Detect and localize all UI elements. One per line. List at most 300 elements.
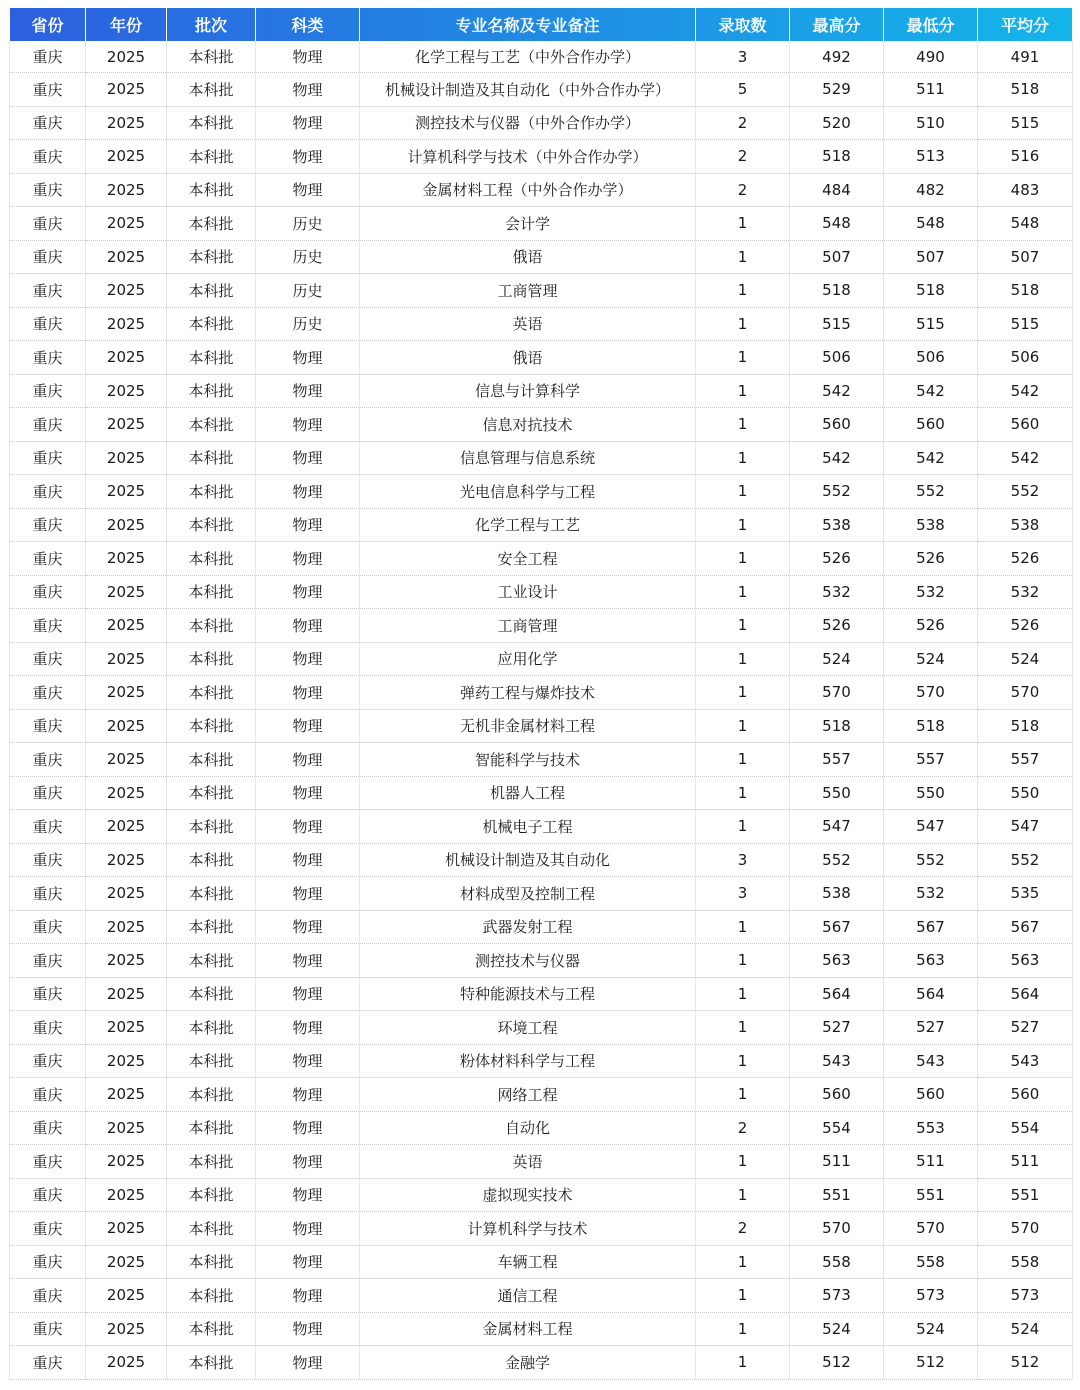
cell-admitted-count: 1 bbox=[696, 776, 790, 810]
table-row bbox=[10, 944, 1073, 978]
table-row bbox=[10, 1346, 1073, 1380]
cell-highest-score: 573 bbox=[790, 1279, 884, 1313]
cell-major-name: 金属材料工程 bbox=[360, 1312, 696, 1346]
cell-batch: 本科批 bbox=[167, 676, 256, 710]
cell-year: 2025 bbox=[86, 1145, 167, 1179]
table-row bbox=[10, 1011, 1073, 1045]
column-header-lowest-score: 最低分 bbox=[884, 8, 978, 41]
cell-batch: 本科批 bbox=[167, 977, 256, 1011]
cell-subject-category: 物理 bbox=[256, 1145, 360, 1179]
cell-average-score: 551 bbox=[978, 1178, 1073, 1212]
cell-batch: 本科批 bbox=[167, 1312, 256, 1346]
table-row bbox=[10, 1044, 1073, 1078]
cell-year: 2025 bbox=[86, 274, 167, 308]
cell-province: 重庆 bbox=[10, 1178, 86, 1212]
cell-subject-category: 物理 bbox=[256, 709, 360, 743]
table-row bbox=[10, 542, 1073, 576]
cell-province: 重庆 bbox=[10, 1111, 86, 1145]
column-header-year: 年份 bbox=[86, 8, 167, 41]
cell-batch: 本科批 bbox=[167, 240, 256, 274]
cell-batch: 本科批 bbox=[167, 1044, 256, 1078]
cell-lowest-score: 506 bbox=[884, 341, 978, 375]
cell-year: 2025 bbox=[86, 642, 167, 676]
cell-major-name: 材料成型及控制工程 bbox=[360, 877, 696, 911]
cell-subject-category: 物理 bbox=[256, 106, 360, 140]
cell-lowest-score: 563 bbox=[884, 944, 978, 978]
table-row bbox=[10, 609, 1073, 643]
cell-province: 重庆 bbox=[10, 240, 86, 274]
cell-year: 2025 bbox=[86, 1011, 167, 1045]
cell-province: 重庆 bbox=[10, 1145, 86, 1179]
cell-year: 2025 bbox=[86, 41, 167, 73]
cell-highest-score: 518 bbox=[790, 274, 884, 308]
cell-admitted-count: 1 bbox=[696, 274, 790, 308]
cell-batch: 本科批 bbox=[167, 944, 256, 978]
cell-batch: 本科批 bbox=[167, 1212, 256, 1246]
cell-major-name: 环境工程 bbox=[360, 1011, 696, 1045]
cell-admitted-count: 2 bbox=[696, 1111, 790, 1145]
cell-major-name: 化学工程与工艺（中外合作办学） bbox=[360, 41, 696, 73]
cell-subject-category: 物理 bbox=[256, 877, 360, 911]
cell-year: 2025 bbox=[86, 743, 167, 777]
column-header-admitted-count: 录取数 bbox=[696, 8, 790, 41]
cell-batch: 本科批 bbox=[167, 1346, 256, 1380]
cell-subject-category: 物理 bbox=[256, 1245, 360, 1279]
table-row bbox=[10, 173, 1073, 207]
cell-admitted-count: 1 bbox=[696, 944, 790, 978]
cell-year: 2025 bbox=[86, 1212, 167, 1246]
cell-province: 重庆 bbox=[10, 542, 86, 576]
table-row bbox=[10, 475, 1073, 509]
cell-lowest-score: 560 bbox=[884, 1078, 978, 1112]
table-header-row bbox=[10, 8, 1073, 41]
cell-admitted-count: 2 bbox=[696, 140, 790, 174]
cell-lowest-score: 513 bbox=[884, 140, 978, 174]
cell-batch: 本科批 bbox=[167, 1078, 256, 1112]
cell-lowest-score: 550 bbox=[884, 776, 978, 810]
cell-highest-score: 538 bbox=[790, 877, 884, 911]
table-row bbox=[10, 41, 1073, 73]
cell-subject-category: 物理 bbox=[256, 743, 360, 777]
cell-admitted-count: 1 bbox=[696, 810, 790, 844]
table-row bbox=[10, 743, 1073, 777]
cell-highest-score: 484 bbox=[790, 173, 884, 207]
cell-major-name: 英语 bbox=[360, 307, 696, 341]
cell-admitted-count: 1 bbox=[696, 207, 790, 241]
cell-subject-category: 物理 bbox=[256, 374, 360, 408]
cell-province: 重庆 bbox=[10, 843, 86, 877]
cell-admitted-count: 1 bbox=[696, 341, 790, 375]
cell-province: 重庆 bbox=[10, 508, 86, 542]
table-row bbox=[10, 843, 1073, 877]
cell-subject-category: 物理 bbox=[256, 441, 360, 475]
cell-highest-score: 506 bbox=[790, 341, 884, 375]
cell-highest-score: 563 bbox=[790, 944, 884, 978]
table-row bbox=[10, 977, 1073, 1011]
cell-average-score: 567 bbox=[978, 910, 1073, 944]
cell-average-score: 550 bbox=[978, 776, 1073, 810]
cell-average-score: 516 bbox=[978, 140, 1073, 174]
table-row bbox=[10, 508, 1073, 542]
cell-batch: 本科批 bbox=[167, 173, 256, 207]
cell-province: 重庆 bbox=[10, 877, 86, 911]
cell-highest-score: 558 bbox=[790, 1245, 884, 1279]
cell-lowest-score: 557 bbox=[884, 743, 978, 777]
cell-subject-category: 物理 bbox=[256, 1279, 360, 1313]
cell-batch: 本科批 bbox=[167, 441, 256, 475]
table-row bbox=[10, 910, 1073, 944]
cell-lowest-score: 518 bbox=[884, 274, 978, 308]
cell-batch: 本科批 bbox=[167, 341, 256, 375]
cell-batch: 本科批 bbox=[167, 274, 256, 308]
cell-batch: 本科批 bbox=[167, 542, 256, 576]
cell-subject-category: 物理 bbox=[256, 475, 360, 509]
cell-admitted-count: 5 bbox=[696, 73, 790, 107]
cell-year: 2025 bbox=[86, 843, 167, 877]
cell-admitted-count: 2 bbox=[696, 1212, 790, 1246]
cell-province: 重庆 bbox=[10, 1011, 86, 1045]
table-row bbox=[10, 140, 1073, 174]
cell-batch: 本科批 bbox=[167, 1279, 256, 1313]
cell-average-score: 542 bbox=[978, 374, 1073, 408]
cell-major-name: 信息与计算科学 bbox=[360, 374, 696, 408]
cell-major-name: 网络工程 bbox=[360, 1078, 696, 1112]
cell-year: 2025 bbox=[86, 709, 167, 743]
cell-major-name: 智能科学与技术 bbox=[360, 743, 696, 777]
table-row bbox=[10, 1145, 1073, 1179]
cell-major-name: 应用化学 bbox=[360, 642, 696, 676]
cell-province: 重庆 bbox=[10, 307, 86, 341]
cell-year: 2025 bbox=[86, 307, 167, 341]
cell-highest-score: 570 bbox=[790, 1212, 884, 1246]
cell-lowest-score: 564 bbox=[884, 977, 978, 1011]
cell-admitted-count: 1 bbox=[696, 508, 790, 542]
cell-highest-score: 518 bbox=[790, 140, 884, 174]
cell-year: 2025 bbox=[86, 977, 167, 1011]
cell-average-score: 526 bbox=[978, 542, 1073, 576]
cell-province: 重庆 bbox=[10, 676, 86, 710]
cell-average-score: 518 bbox=[978, 73, 1073, 107]
cell-year: 2025 bbox=[86, 441, 167, 475]
cell-average-score: 554 bbox=[978, 1111, 1073, 1145]
cell-average-score: 543 bbox=[978, 1044, 1073, 1078]
cell-batch: 本科批 bbox=[167, 475, 256, 509]
cell-province: 重庆 bbox=[10, 1078, 86, 1112]
cell-average-score: 558 bbox=[978, 1245, 1073, 1279]
table-row bbox=[10, 1111, 1073, 1145]
cell-average-score: 542 bbox=[978, 441, 1073, 475]
cell-admitted-count: 1 bbox=[696, 307, 790, 341]
cell-average-score: 515 bbox=[978, 106, 1073, 140]
cell-average-score: 512 bbox=[978, 1346, 1073, 1380]
cell-province: 重庆 bbox=[10, 776, 86, 810]
cell-year: 2025 bbox=[86, 910, 167, 944]
cell-province: 重庆 bbox=[10, 341, 86, 375]
cell-province: 重庆 bbox=[10, 374, 86, 408]
cell-highest-score: 529 bbox=[790, 73, 884, 107]
cell-batch: 本科批 bbox=[167, 709, 256, 743]
cell-admitted-count: 1 bbox=[696, 1178, 790, 1212]
cell-subject-category: 物理 bbox=[256, 575, 360, 609]
cell-year: 2025 bbox=[86, 207, 167, 241]
cell-major-name: 机械电子工程 bbox=[360, 810, 696, 844]
cell-admitted-count: 1 bbox=[696, 575, 790, 609]
cell-lowest-score: 573 bbox=[884, 1279, 978, 1313]
cell-highest-score: 515 bbox=[790, 307, 884, 341]
cell-highest-score: 526 bbox=[790, 542, 884, 576]
column-header-batch: 批次 bbox=[167, 8, 256, 41]
cell-highest-score: 538 bbox=[790, 508, 884, 542]
cell-subject-category: 物理 bbox=[256, 173, 360, 207]
cell-batch: 本科批 bbox=[167, 810, 256, 844]
cell-highest-score: 520 bbox=[790, 106, 884, 140]
table-row bbox=[10, 1212, 1073, 1246]
cell-highest-score: 532 bbox=[790, 575, 884, 609]
cell-major-name: 俄语 bbox=[360, 341, 696, 375]
cell-province: 重庆 bbox=[10, 173, 86, 207]
cell-lowest-score: 538 bbox=[884, 508, 978, 542]
cell-lowest-score: 524 bbox=[884, 1312, 978, 1346]
cell-lowest-score: 560 bbox=[884, 408, 978, 442]
cell-province: 重庆 bbox=[10, 1312, 86, 1346]
cell-admitted-count: 1 bbox=[696, 542, 790, 576]
cell-batch: 本科批 bbox=[167, 575, 256, 609]
cell-highest-score: 524 bbox=[790, 642, 884, 676]
cell-average-score: 527 bbox=[978, 1011, 1073, 1045]
table-row bbox=[10, 810, 1073, 844]
cell-highest-score: 570 bbox=[790, 676, 884, 710]
cell-admitted-count: 3 bbox=[696, 877, 790, 911]
cell-subject-category: 物理 bbox=[256, 140, 360, 174]
cell-major-name: 工业设计 bbox=[360, 575, 696, 609]
table-row bbox=[10, 642, 1073, 676]
cell-subject-category: 物理 bbox=[256, 1011, 360, 1045]
cell-subject-category: 物理 bbox=[256, 542, 360, 576]
table-row bbox=[10, 240, 1073, 274]
cell-year: 2025 bbox=[86, 140, 167, 174]
cell-subject-category: 物理 bbox=[256, 1212, 360, 1246]
cell-province: 重庆 bbox=[10, 609, 86, 643]
cell-highest-score: 548 bbox=[790, 207, 884, 241]
cell-highest-score: 524 bbox=[790, 1312, 884, 1346]
column-header-highest-score: 最高分 bbox=[790, 8, 884, 41]
table-row bbox=[10, 207, 1073, 241]
cell-year: 2025 bbox=[86, 408, 167, 442]
cell-batch: 本科批 bbox=[167, 776, 256, 810]
cell-province: 重庆 bbox=[10, 743, 86, 777]
cell-lowest-score: 524 bbox=[884, 642, 978, 676]
cell-batch: 本科批 bbox=[167, 910, 256, 944]
table-row bbox=[10, 106, 1073, 140]
cell-major-name: 测控技术与仪器（中外合作办学） bbox=[360, 106, 696, 140]
cell-highest-score: 552 bbox=[790, 475, 884, 509]
cell-average-score: 547 bbox=[978, 810, 1073, 844]
cell-major-name: 机器人工程 bbox=[360, 776, 696, 810]
cell-batch: 本科批 bbox=[167, 1245, 256, 1279]
table-row bbox=[10, 1078, 1073, 1112]
cell-admitted-count: 1 bbox=[696, 977, 790, 1011]
cell-lowest-score: 532 bbox=[884, 575, 978, 609]
cell-major-name: 安全工程 bbox=[360, 542, 696, 576]
cell-year: 2025 bbox=[86, 475, 167, 509]
cell-average-score: 548 bbox=[978, 207, 1073, 241]
cell-lowest-score: 511 bbox=[884, 73, 978, 107]
cell-highest-score: 518 bbox=[790, 709, 884, 743]
cell-admitted-count: 1 bbox=[696, 609, 790, 643]
cell-province: 重庆 bbox=[10, 810, 86, 844]
cell-admitted-count: 1 bbox=[696, 1279, 790, 1313]
cell-province: 重庆 bbox=[10, 944, 86, 978]
cell-province: 重庆 bbox=[10, 475, 86, 509]
cell-lowest-score: 542 bbox=[884, 374, 978, 408]
cell-highest-score: 551 bbox=[790, 1178, 884, 1212]
cell-lowest-score: 526 bbox=[884, 609, 978, 643]
cell-subject-category: 物理 bbox=[256, 41, 360, 73]
cell-province: 重庆 bbox=[10, 408, 86, 442]
cell-year: 2025 bbox=[86, 676, 167, 710]
cell-major-name: 会计学 bbox=[360, 207, 696, 241]
cell-batch: 本科批 bbox=[167, 609, 256, 643]
cell-major-name: 弹药工程与爆炸技术 bbox=[360, 676, 696, 710]
admission-table-container bbox=[9, 8, 1072, 1380]
cell-admitted-count: 1 bbox=[696, 743, 790, 777]
cell-admitted-count: 3 bbox=[696, 41, 790, 73]
cell-average-score: 506 bbox=[978, 341, 1073, 375]
cell-major-name: 粉体材料科学与工程 bbox=[360, 1044, 696, 1078]
cell-highest-score: 560 bbox=[790, 408, 884, 442]
cell-year: 2025 bbox=[86, 106, 167, 140]
cell-admitted-count: 1 bbox=[696, 1044, 790, 1078]
cell-lowest-score: 518 bbox=[884, 709, 978, 743]
cell-lowest-score: 570 bbox=[884, 676, 978, 710]
cell-major-name: 计算机科学与技术 bbox=[360, 1212, 696, 1246]
cell-lowest-score: 511 bbox=[884, 1145, 978, 1179]
cell-lowest-score: 558 bbox=[884, 1245, 978, 1279]
cell-average-score: 563 bbox=[978, 944, 1073, 978]
cell-province: 重庆 bbox=[10, 41, 86, 73]
cell-highest-score: 552 bbox=[790, 843, 884, 877]
cell-batch: 本科批 bbox=[167, 207, 256, 241]
cell-year: 2025 bbox=[86, 1346, 167, 1380]
cell-year: 2025 bbox=[86, 73, 167, 107]
cell-province: 重庆 bbox=[10, 1044, 86, 1078]
table-row bbox=[10, 274, 1073, 308]
cell-batch: 本科批 bbox=[167, 140, 256, 174]
cell-lowest-score: 527 bbox=[884, 1011, 978, 1045]
cell-year: 2025 bbox=[86, 1245, 167, 1279]
cell-lowest-score: 515 bbox=[884, 307, 978, 341]
cell-subject-category: 物理 bbox=[256, 810, 360, 844]
cell-batch: 本科批 bbox=[167, 408, 256, 442]
cell-subject-category: 历史 bbox=[256, 274, 360, 308]
cell-subject-category: 物理 bbox=[256, 341, 360, 375]
cell-year: 2025 bbox=[86, 1111, 167, 1145]
cell-highest-score: 543 bbox=[790, 1044, 884, 1078]
cell-major-name: 通信工程 bbox=[360, 1279, 696, 1313]
table-row bbox=[10, 676, 1073, 710]
cell-year: 2025 bbox=[86, 173, 167, 207]
cell-subject-category: 物理 bbox=[256, 676, 360, 710]
cell-subject-category: 物理 bbox=[256, 1111, 360, 1145]
cell-average-score: 557 bbox=[978, 743, 1073, 777]
cell-batch: 本科批 bbox=[167, 843, 256, 877]
cell-year: 2025 bbox=[86, 1279, 167, 1313]
cell-highest-score: 511 bbox=[790, 1145, 884, 1179]
cell-admitted-count: 1 bbox=[696, 240, 790, 274]
cell-subject-category: 物理 bbox=[256, 508, 360, 542]
table-row bbox=[10, 1312, 1073, 1346]
cell-average-score: 564 bbox=[978, 977, 1073, 1011]
column-header-average-score: 平均分 bbox=[978, 8, 1073, 41]
cell-subject-category: 历史 bbox=[256, 240, 360, 274]
cell-lowest-score: 547 bbox=[884, 810, 978, 844]
cell-average-score: 552 bbox=[978, 475, 1073, 509]
cell-average-score: 552 bbox=[978, 843, 1073, 877]
cell-lowest-score: 532 bbox=[884, 877, 978, 911]
cell-province: 重庆 bbox=[10, 1212, 86, 1246]
cell-subject-category: 物理 bbox=[256, 642, 360, 676]
cell-highest-score: 550 bbox=[790, 776, 884, 810]
cell-highest-score: 554 bbox=[790, 1111, 884, 1145]
cell-year: 2025 bbox=[86, 508, 167, 542]
cell-average-score: 491 bbox=[978, 41, 1073, 73]
cell-major-name: 虚拟现实技术 bbox=[360, 1178, 696, 1212]
cell-highest-score: 547 bbox=[790, 810, 884, 844]
cell-province: 重庆 bbox=[10, 1346, 86, 1380]
cell-subject-category: 历史 bbox=[256, 307, 360, 341]
cell-batch: 本科批 bbox=[167, 877, 256, 911]
table-body bbox=[10, 41, 1073, 1379]
cell-year: 2025 bbox=[86, 1078, 167, 1112]
cell-average-score: 560 bbox=[978, 408, 1073, 442]
table-row bbox=[10, 709, 1073, 743]
cell-subject-category: 物理 bbox=[256, 1346, 360, 1380]
cell-major-name: 金融学 bbox=[360, 1346, 696, 1380]
cell-batch: 本科批 bbox=[167, 743, 256, 777]
cell-subject-category: 物理 bbox=[256, 910, 360, 944]
cell-average-score: 515 bbox=[978, 307, 1073, 341]
cell-lowest-score: 551 bbox=[884, 1178, 978, 1212]
cell-major-name: 机械设计制造及其自动化（中外合作办学） bbox=[360, 73, 696, 107]
cell-major-name: 信息管理与信息系统 bbox=[360, 441, 696, 475]
cell-admitted-count: 1 bbox=[696, 1011, 790, 1045]
cell-major-name: 武器发射工程 bbox=[360, 910, 696, 944]
cell-average-score: 524 bbox=[978, 1312, 1073, 1346]
cell-province: 重庆 bbox=[10, 709, 86, 743]
cell-subject-category: 物理 bbox=[256, 1178, 360, 1212]
cell-highest-score: 560 bbox=[790, 1078, 884, 1112]
cell-year: 2025 bbox=[86, 240, 167, 274]
cell-highest-score: 526 bbox=[790, 609, 884, 643]
cell-average-score: 535 bbox=[978, 877, 1073, 911]
cell-average-score: 560 bbox=[978, 1078, 1073, 1112]
cell-major-name: 特种能源技术与工程 bbox=[360, 977, 696, 1011]
cell-major-name: 无机非金属材料工程 bbox=[360, 709, 696, 743]
cell-subject-category: 物理 bbox=[256, 944, 360, 978]
cell-admitted-count: 1 bbox=[696, 709, 790, 743]
cell-province: 重庆 bbox=[10, 642, 86, 676]
cell-lowest-score: 548 bbox=[884, 207, 978, 241]
cell-major-name: 化学工程与工艺 bbox=[360, 508, 696, 542]
cell-lowest-score: 570 bbox=[884, 1212, 978, 1246]
table-row bbox=[10, 307, 1073, 341]
cell-batch: 本科批 bbox=[167, 73, 256, 107]
cell-major-name: 计算机科学与技术（中外合作办学） bbox=[360, 140, 696, 174]
cell-major-name: 机械设计制造及其自动化 bbox=[360, 843, 696, 877]
cell-year: 2025 bbox=[86, 776, 167, 810]
cell-batch: 本科批 bbox=[167, 508, 256, 542]
cell-batch: 本科批 bbox=[167, 1145, 256, 1179]
